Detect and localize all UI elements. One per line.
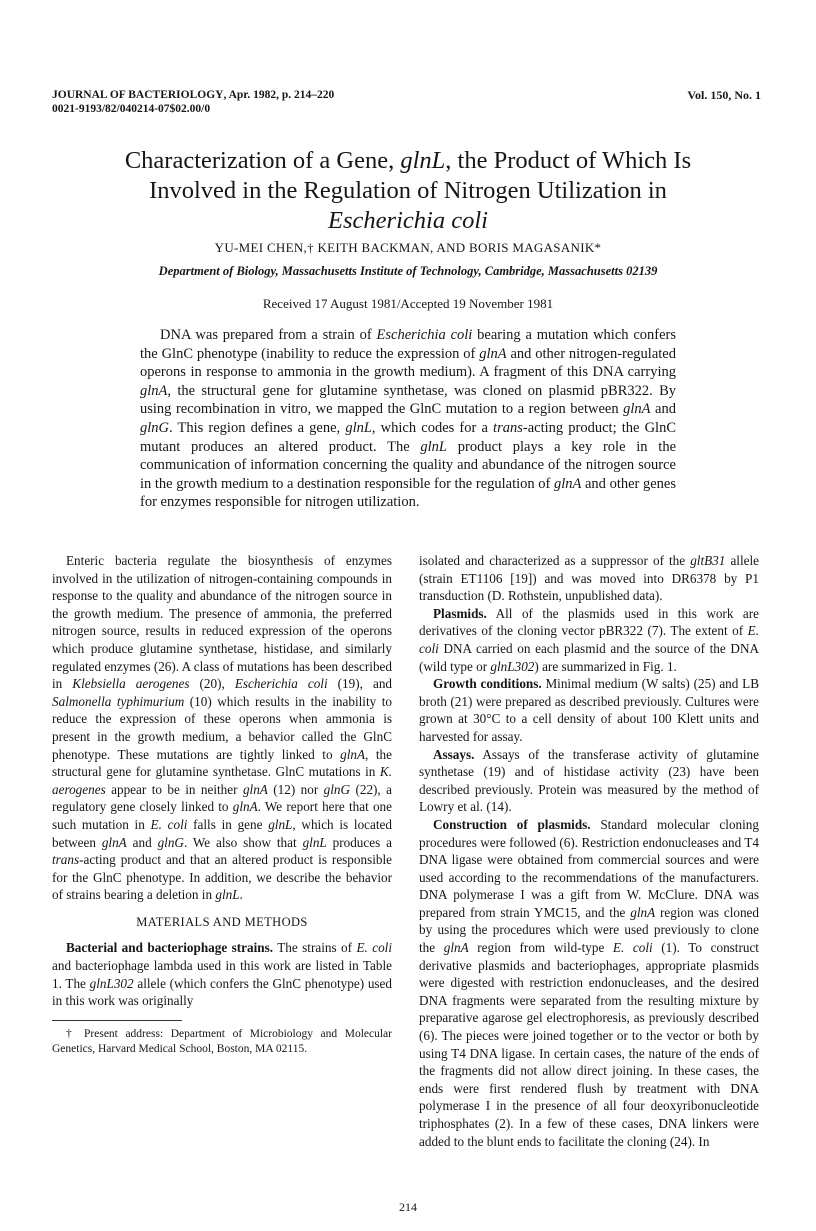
footnote: † Present address: Department of Microbiology and Molecular Genetics, Harvard Medical School, Boston, MA 02115. <box>52 1027 392 1055</box>
received-dates: Received 17 August 1981/Accepted 19 November 1981 <box>262 296 554 311</box>
running-header <box>52 88 334 116</box>
affiliation: Department of Biology, Massachusetts Institute of Technology, Cambridge, Massachusetts 02139 <box>158 264 658 278</box>
article-title: Characterization of a Gene, glnL, the Product of Which Is Involved in the Regulation of Nitrogen Utilization in Escherichia coli <box>124 147 692 234</box>
strains-paragraph: Bacterial and bacteriophage strains. The strains of E. coli and bacteriophage lambda used in this work are listed in Table 1. The glnL302 allele (which confers the GlnC phenotype) used in this work was originally <box>52 940 393 1009</box>
growth-conditions-paragraph: Growth conditions. Minimal medium (W salts) (25) and LB broth (21) were prepared as described previously. Cultures were grown at 30°C to a cell density of about 100 Klett units and harvested for assay. <box>419 676 759 744</box>
author-list: YU-MEI CHEN,† KEITH BACKMAN, AND BORIS MAGASANIK* <box>214 240 602 255</box>
section-heading: MATERIALS AND METHODS <box>136 914 308 929</box>
intro-paragraph: Enteric bacteria regulate the biosynthesis of enzymes involved in the utilization of nitrogen-containing compounds in response to the quality and abundance of the nitrogen source in the growth medium. The presence of ammonia, the preferred nitrogen source, results in reduced expression of the operons which produce glutamine synthetase, histidase, and similarly regulated enzymes (26). A class of mutations has been described in Klebsiella aerogenes (20), Escherichia coli (19), and Salmonella typhimurium (10) which results in the inability to reduce the expression of these operons when ammonia is present in the growth medium, a behavior called the GlnC phenotype. These mutations are tightly linked to glnA, the structural gene for glutamine synthetase. GlnC mutations in K. aerogenes appear to be in neither glnA (12) nor glnG (22), a regulatory gene closely linked to glnA. We report here that one such mutation in E. coli falls in gene glnL, which is located between glnA and glnG. We also show that glnL produces a trans-acting product and that an altered product is responsible for the GlnC phenotype. In addition, we describe the behavior of strains bearing a deletion in glnL. <box>52 553 393 903</box>
left-column <box>52 552 392 1057</box>
strains-continued-paragraph: isolated and characterized as a suppressor of the gltB31 allele (strain ET1106 [19]) and was moved into DR6378 by P1 transduction (D. Rothstein, unpublished data). <box>419 553 759 604</box>
volume-info: Vol. 150, No. 1 <box>687 88 761 102</box>
construction-paragraph: Construction of plasmids. Standard molecular cloning procedures were followed (6). Restriction endonucleases and T4 DNA ligase were obtained from commercial sources and were used according to the recommendations of the manufacturers. DNA polymerase I was a gift from W. McClure. DNA was prepared from strain YMC15, and the glnA region was cloned by using the procedures which were used previously to clone the glnA region from wild-type E. coli (1). To construct derivative plasmids and bacteriophages, appropriate plasmids were digested with restriction endonucleases, and the desired DNA fragments were separated from the resulting mixture by preparative agarose gel electrophoresis, as previously described (6). The pieces were joined together or to the vector or both by using T4 DNA ligase. In certain cases, the nature of the ends of the fragments did not allow direct joining. In these cases, the ends were first rendered flush by treatment with DNA polymerase I in the presence of all four deoxyribonucleotide triphosphates (2). In a few of these cases, DNA linkers were added to the blunt ends to facilitate the cloning (24). In <box>419 816 759 1149</box>
page-number: 214 <box>399 1200 417 1214</box>
plasmids-paragraph: Plasmids. All of the plasmids used in this work are derivatives of the cloning vector pBR322 (7). The extent of E. coli DNA carried on each plasmid and the source of the DNA (wild type or glnL302) are summarized in Fig. 1. <box>419 605 759 674</box>
journal-citation: JOURNAL OF BACTERIOLOGY, Apr. 1982, p. 214–220 <box>52 89 335 101</box>
footnote-rule <box>52 1020 182 1021</box>
abstract: DNA was prepared from a strain of Escherichia coli bearing a mutation which confers the GlnC phenotype (inability to reduce the expression of glnA and other nitrogen-regulated operons in response to ammonia in the growth medium). A fragment of this DNA carrying glnA, the structural gene for glutamine synthetase, was cloned on plasmid pBR322. By using recombination in vitro, we mapped the GlnC mutation to a region between glnA and glnG. This region defines a gene, glnL, which codes for a trans-acting product; the GlnC mutant produces an altered product. The glnL product plays a key role in the communication of information concerning the quality and abundance of the nitrogen source in the growth medium to a destination responsible for the regulation of glnA and other genes for enzymes responsible for nitrogen utilization. <box>140 327 677 511</box>
right-column <box>419 552 759 1150</box>
article-code: 0021-9193/82/040214-07$02.00/0 <box>52 103 211 115</box>
assays-paragraph: Assays. Assays of the transferase activity of glutamine synthetase (19) and of histidase activity (23) have been described previously. Protein was measured by the method of Lowry et al. (14). <box>419 746 759 815</box>
